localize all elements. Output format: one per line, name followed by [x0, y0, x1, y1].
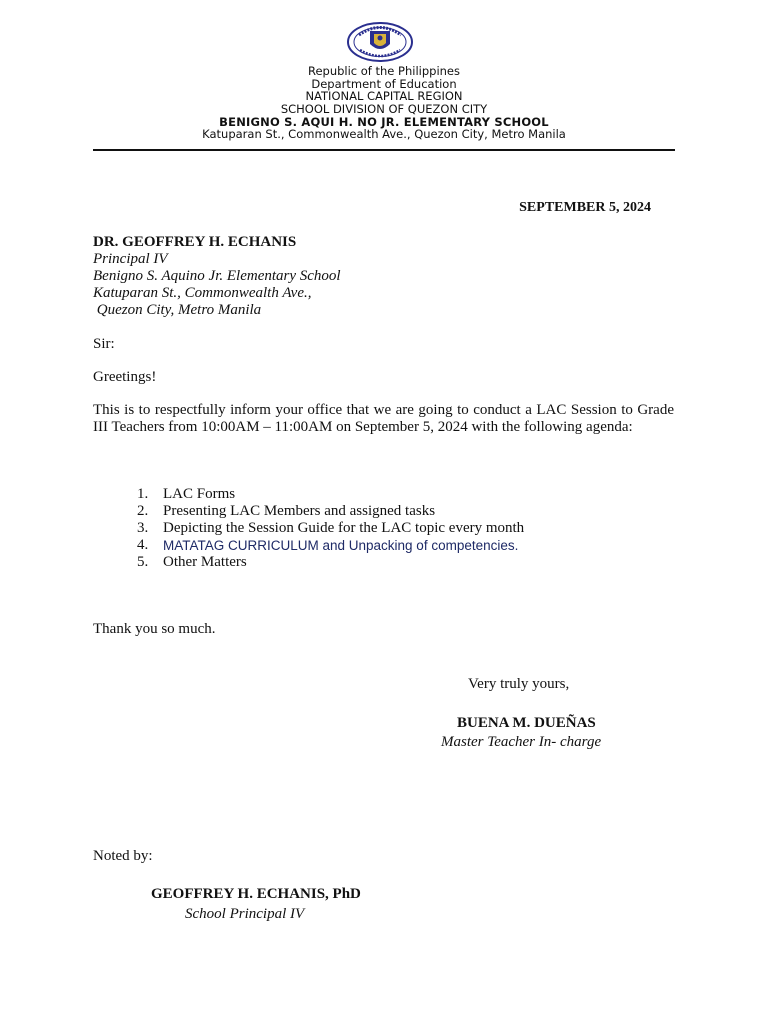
noter-title: School Principal IV [185, 906, 305, 922]
body-paragraph: This is to respectfully inform your office that we are going to conduct a LAC Session to Grade III Teachers from 10:00AM – 11:00AM on September 5, 2024 with the following agenda: [93, 402, 674, 435]
letterhead-divider [93, 149, 675, 151]
letterhead-address: Katuparan St., Commonwealth Ave., Quezon City, Metro Manila [202, 127, 566, 141]
recipient-title: Principal IV [93, 251, 168, 267]
recipient-name: DR. GEOFFREY H. ECHANIS [93, 234, 297, 250]
agenda-item-text: LAC Forms [163, 486, 236, 502]
agenda-item-text: MATATAG CURRICULUM and Unpacking of competencies. [163, 538, 519, 553]
agenda-item-number: 4. [137, 537, 149, 553]
letterhead-line-division: SCHOOL DIVISION OF QUEZON CITY [280, 102, 488, 116]
closing-thanks: Thank you so much. [93, 621, 216, 637]
recipient-school: Benigno S. Aquino Jr. Elementary School [93, 268, 341, 284]
greeting: Greetings! [93, 369, 157, 385]
sender-name: BUENA M. DUEÑAS [457, 715, 596, 731]
agenda-item-text: Depicting the Session Guide for the LAC topic every month [163, 520, 525, 536]
deped-seal-logo [347, 22, 413, 62]
salutation: Sir: [93, 336, 115, 352]
noted-by-label: Noted by: [93, 848, 153, 864]
letterhead-school-name: BENIGNO S. AQUI H. NO JR. ELEMENTARY SCHOOL [219, 115, 549, 129]
letterhead-line-republic: Republic of the Philippines [307, 64, 461, 78]
complimentary-close: Very truly yours, [468, 676, 570, 692]
noter-name: GEOFFREY H. ECHANIS, PhD [151, 886, 361, 902]
recipient-address-line1: Katuparan St., Commonwealth Ave., [93, 285, 312, 301]
recipient-address-line2: Quezon City, Metro Manila [93, 302, 262, 318]
letterhead-line-department: Department of Education [311, 77, 457, 91]
letterhead-line-region: NATIONAL CAPITAL REGION [305, 89, 463, 103]
agenda-item-number: 3. [137, 520, 149, 536]
sender-title: Master Teacher In- charge [441, 734, 602, 750]
agenda-item-text: Other Matters [163, 554, 247, 570]
agenda-item-number: 5. [137, 554, 149, 570]
letter-date: SEPTEMBER 5, 2024 [519, 200, 651, 215]
agenda-item-number: 1. [137, 486, 149, 502]
agenda-item-text: Presenting LAC Members and assigned tasks [163, 503, 436, 519]
agenda-item-number: 2. [137, 503, 149, 519]
